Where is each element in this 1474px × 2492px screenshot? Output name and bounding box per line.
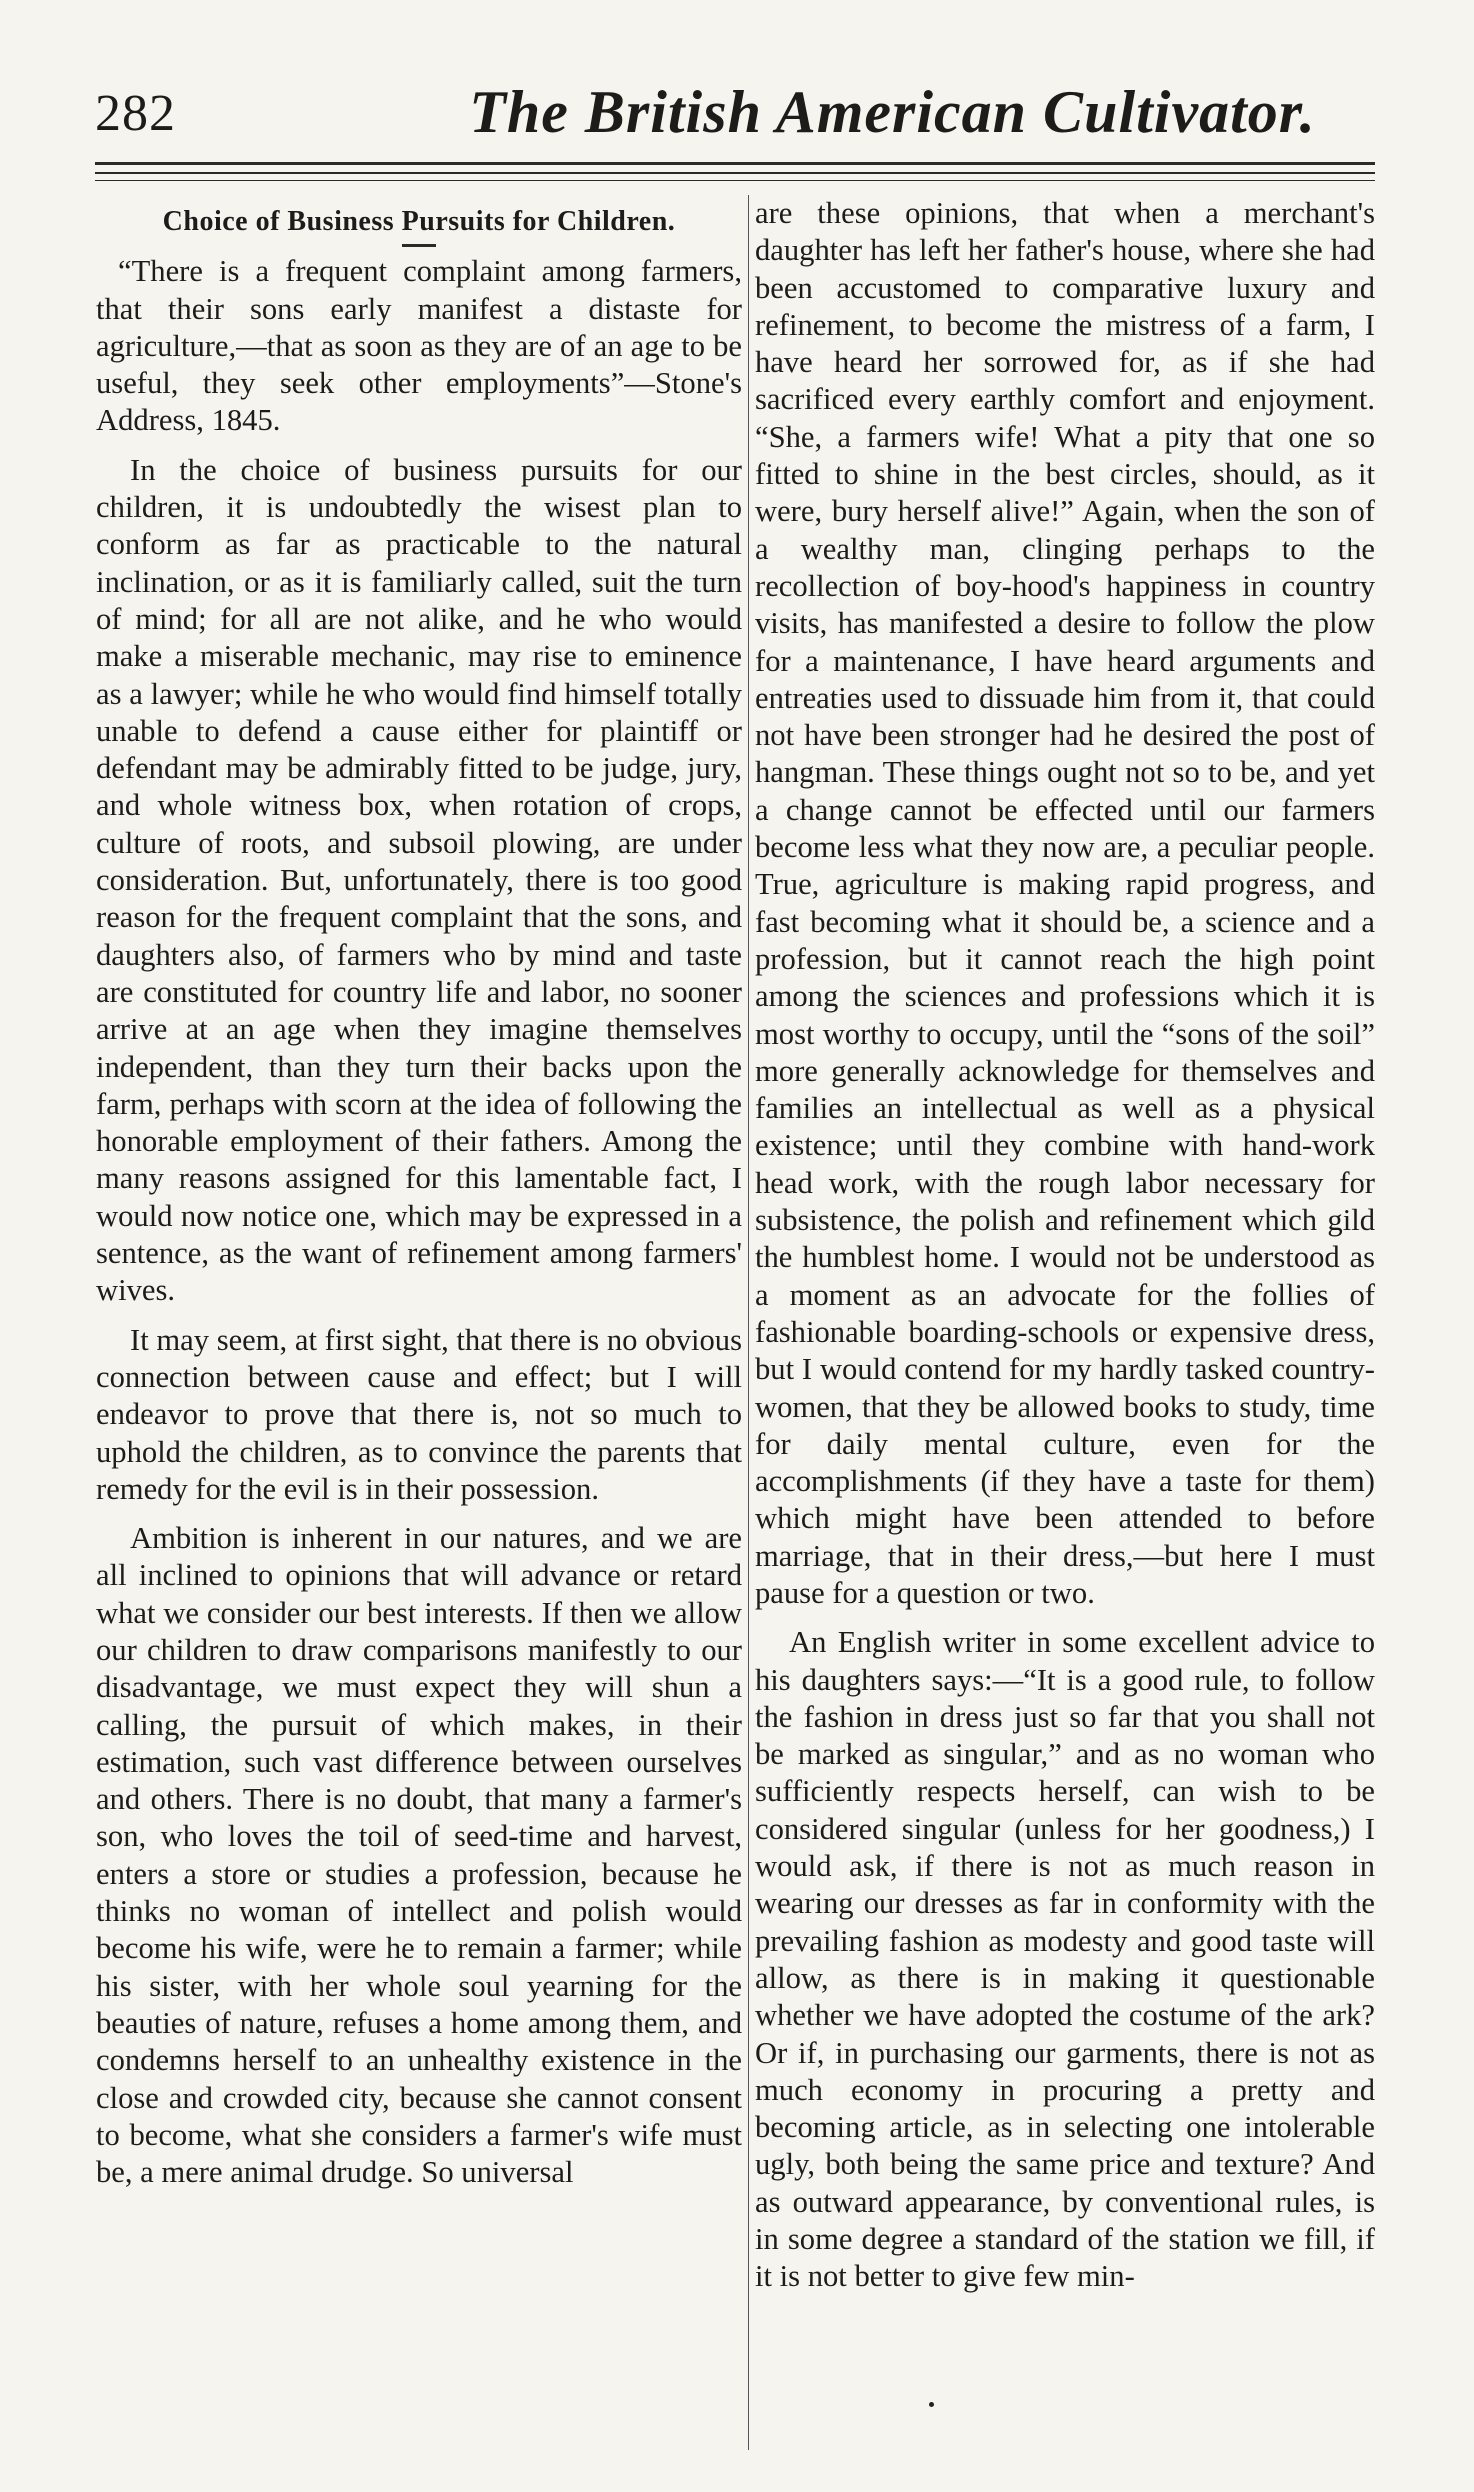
running-title: The British American Cultivator. (469, 79, 1316, 145)
title-dash (402, 244, 436, 247)
page-header (95, 78, 1370, 158)
page-number: 282 (95, 85, 176, 142)
page-mark (929, 2402, 934, 2407)
paragraph-left-2: It may seem, at first sight, that there is no obvious connection between cause and effect; but I will endeavor to prove that there is, not so much to uphold the children, as to convince the parents that remedy for the evil is in their possession. (96, 1322, 742, 1506)
header-rule-thick (95, 162, 1375, 165)
paragraph-right-2: An English writer in some excellent advice to his daughters says:—“It is a good rule, to follow the fashion in dress just so far that you shall not be marked as singular,” and as no woman who sufficiently respects herself, can wish to be considered singular (unless for her goodness,) I would ask, if there is not as much reason in wearing our dresses as far in conformity with the prevailing fashion as modesty and good taste will allow, as there is in making it questionable whether we have adopted the costume of the ark? Or if, in purchasing our garments, there is not as much economy in procuring a pretty and becoming article, as in selecting one intolerable ugly, both being the same price and texture? And as outward appearance, by conventional rules, is in some degree a standard of the station we fill, if it is not better to give few min- (755, 1625, 1375, 2294)
left-column (96, 195, 742, 2191)
epigraph: “There is a frequent complaint among farmers, that their sons early manifest a distaste for agriculture,—that as soon as they are of an age to be useful, they seek other employments”—Stone's Address, 1845. (96, 254, 742, 438)
header-rule-thin (95, 180, 1375, 181)
right-column (755, 195, 1375, 2296)
header-rule-middle (95, 172, 1375, 174)
paragraph-left-3: Ambition is inherent in our natures, and we are all inclined to opinions that will advance or retard what we consider our best interests. If then we allow our children to draw comparisons manifestly to our disadvantage, we must expect they will shun a calling, the pursuit of which makes, in their estimation, such vast difference between ourselves and others. There is no doubt, that many a farmer's son, who loves the toil of seed-time and harvest, enters a store or studies a profession, because he thinks no woman of intellect and polish would become his wife, were he to remain a farmer; while his sister, with her whole soul yearning for the beauties of nature, refuses a home among them, and condemns herself to an unhealthy existence in the close and crowded city, because she cannot consent to become, what she considers a farmer's wife must be, a mere animal drudge. So universal (96, 1521, 742, 2190)
paragraph-left-1: In the choice of business pursuits for our children, it is undoubtedly the wisest plan to conform as far as practicable to the natural inclination, or as it is familiarly called, suit the turn of mind; for all are not alike, and he who would make a miserable mechanic, may rise to eminence as a lawyer; while he who would find himself totally unable to defend a cause either for plaintiff or defendant may be admirably fitted to be judge, jury, and whole witness box, when rotation of crops, culture of roots, and subsoil plowing, are under consideration. But, unfortunately, there is too good reason for the frequent complaint that the sons, and daughters also, of farmers who by mind and taste are constituted for country life and labor, no sooner arrive at an age when they imagine themselves independent, than they turn their backs upon the farm, perhaps with scorn at the idea of following the honorable employment of their fathers. Among the many reasons assigned for this lamentable fact, I would now notice one, which may be expressed in a sentence, as the want of refinement among farmers' wives. (96, 452, 742, 1308)
column-divider (748, 195, 749, 2450)
article-title: Choice of Business Pursuits for Children. (162, 206, 676, 237)
paragraph-right-1: are these opinions, that when a merchant's daughter has left her father's house, where she had been accustomed to comparative luxury and refinement, to become the mistress of a farm, I have heard her sorrowed for, as if she had sacrificed every earthly comfort and enjoyment. “She, a farmers wife! What a pity that one so fitted to shine in the best circles, should, as it were, bury herself alive!” Again, when the son of a wealthy man, clinging perhaps to the recollection of boy-hood's happiness in country visits, has manifested a desire to follow the plow for a maintenance, I have heard arguments and entreaties used to dissuade him from it, that could not have been stronger had he desired the post of hangman. These things ought not so to be, and yet a change cannot be effected until our farmers become less what they now are, a peculiar people. True, agriculture is making rapid progress, and fast becoming what it should be, a science and a profession, but it cannot reach the high point among the sciences and professions which it is most worthy to occupy, until the “sons of the soil” more generally acknowledge for themselves and families an intellectual as well as a physical existence; until they combine with hand-work head work, with the rough labor necessary for subsistence, the polish and refinement which gild the humblest home. I would not be understood as a moment as an advocate for the follies of fashionable boarding-schools or expensive dress, but I would contend for my hardly tasked country-women, that they be allowed books to study, time for daily mental culture, even for the accomplishments (if they have a taste for them) which might have been attended to before marriage, that in their dress,—but here I must pause for a question or two. (755, 196, 1375, 1610)
